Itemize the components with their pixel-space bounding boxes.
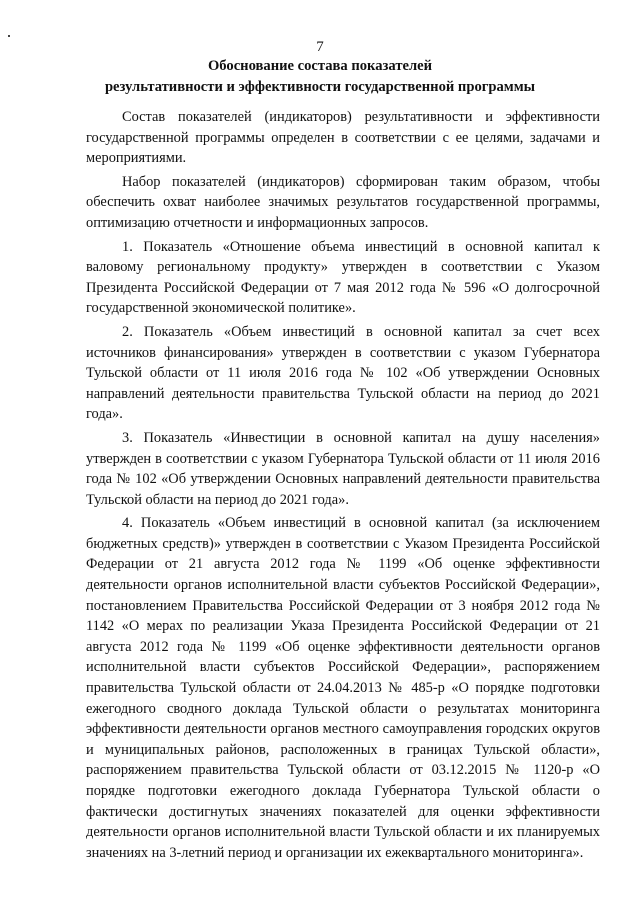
title-line-2: результативности и эффективности государственной программы [104, 79, 536, 95]
title-line-1: Обоснование состава показателей [207, 58, 433, 74]
paragraph-indicator-set: Набор показателей (индикаторов) сформирован таким образом, чтобы обеспечить охват наиболее значимых результатов государственной программы, оптимизацию отчетности и информационных запросов. [86, 173, 600, 231]
document-body [86, 107, 600, 866]
paragraph-indicator-2: 2. Показатель «Объем инвестиций в основной капитал за счет всех источников финансирования» утвержден в соответствии с указом Губернатора Тульской области от 11 июля 2016 года № 102 «Об утверждении Основных направлений деятельности правительства Тульской области на период до 2021 года». [86, 323, 600, 423]
document-title [60, 56, 580, 98]
paragraph-indicator-1: 1. Показатель «Отношение объема инвестиций в основной капитал к валовому региональному продукту» утвержден в соответствии с Указом Президента Российской Федерации от 7 мая 2012 года № 596 «О долгосрочной государственной экономической политике». [86, 238, 600, 317]
paragraph-intro: Состав показателей (индикаторов) результативности и эффективности государственной программы определен в соответствии с ее целями, задачами и мероприятиями. [86, 109, 600, 167]
paragraph-indicator-3: 3. Показатель «Инвестиции в основной капитал на душу населения» утвержден в соответствии с указом Губернатора Тульской области от 11 июля 2016 года № 102 «Об утверждении Основных направлений деятельности правительства Тульской области на период до 2021 года». [86, 429, 600, 508]
paragraph-indicator-4: 4. Показатель «Объем инвестиций в основной капитал (за исключением бюджетных средств)» утвержден в соответствии с Указом Президента Российской Федерации от 21 августа 2012 года № 1199 «Об оценке эффективности деятельности органов исполнительной власти субъектов Российской Федерации», постановлением Правительства Российской Федерации от 3 ноября 2012 года № 1142 «О мерах по реализации Указа Президента Российской Федерации от 21 августа 2012 года № 1199 «Об оценке эффективности деятельности органов исполнительной власти субъектов Российской Федерации», распоряжением правительства Тульской области от 24.04.2013 № 485-р «О порядке подготовки ежегодного сводного доклада Тульской области о результатах мониторинга эффективности деятельности органов местного самоуправления городских округов и муниципальных районов, расположенных в границах Тульской области», распоряжением правительства Тульской области от 03.12.2015 № 1120-р «О порядке подготовки ежегодного доклада Губернатора Тульской области о фактически достигнутых значениях показателей для оценки эффективности деятельности органов исполнительной власти Тульской области и их планируемых значениях на 3-летний период и организации их ежеквартального мониторинга». [86, 515, 600, 861]
page-number: 7 [316, 39, 324, 55]
scan-speck [8, 35, 10, 37]
